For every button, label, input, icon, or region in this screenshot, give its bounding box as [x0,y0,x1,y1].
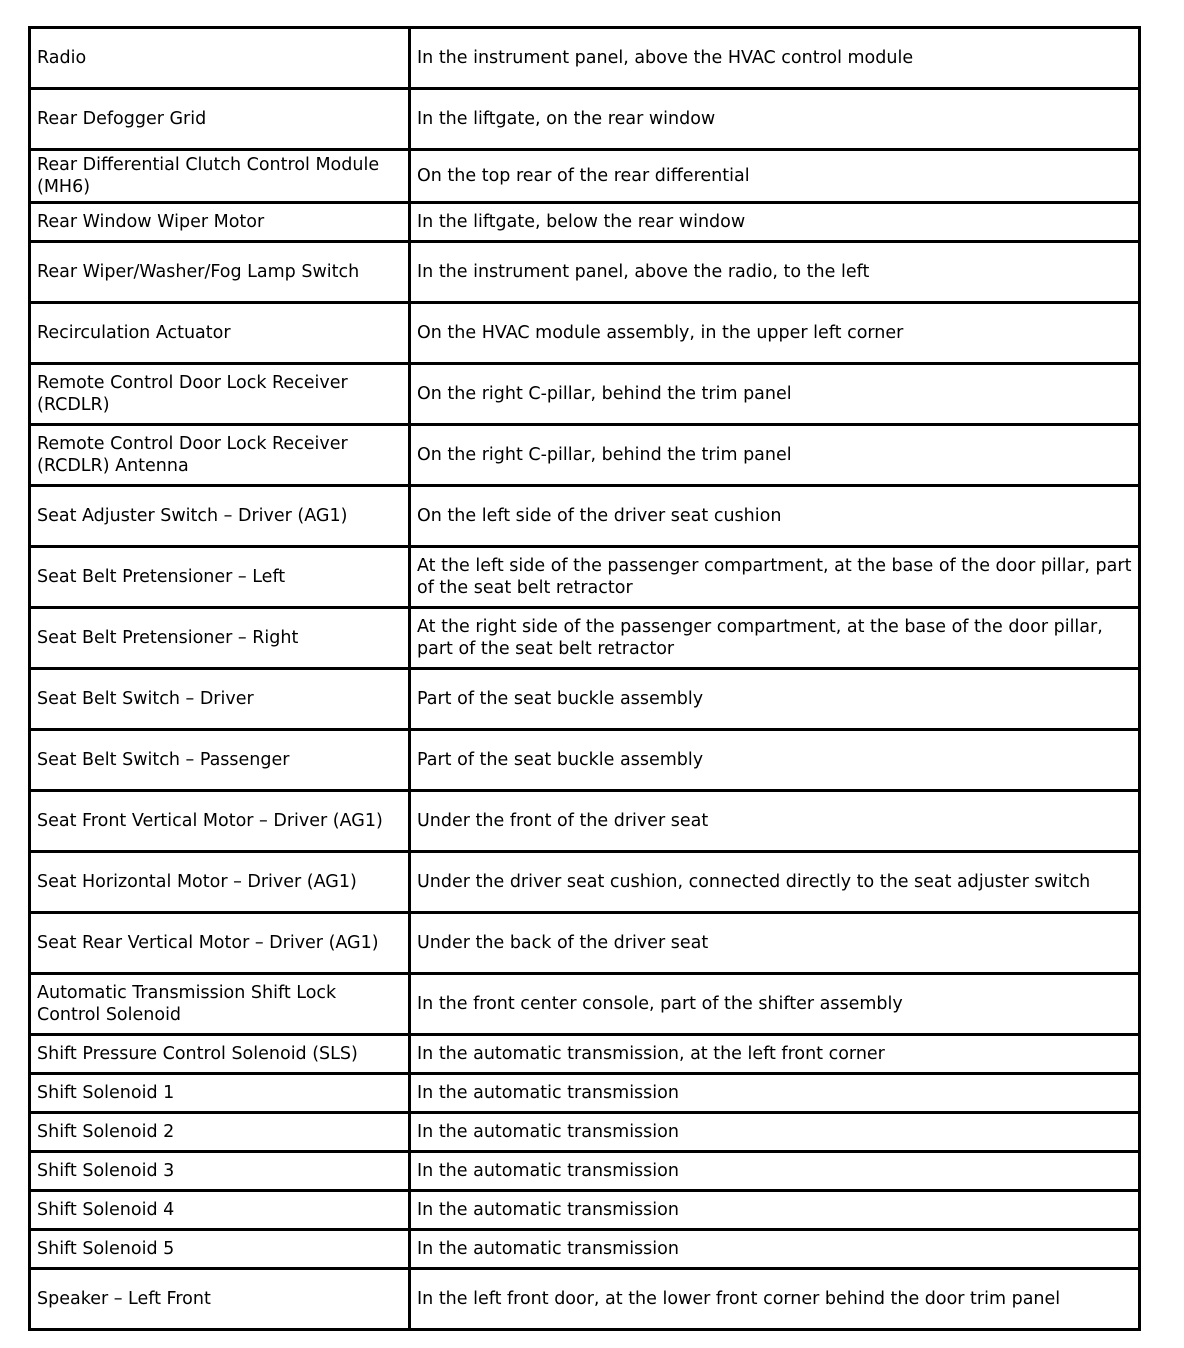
component-cell: Remote Control Door Lock Receiver (RCDLR) [30,364,410,425]
table-row [30,150,1140,203]
table-row [30,303,1140,364]
component-cell: Rear Differential Clutch Control Module (MH6) [30,150,410,203]
table-row [30,1035,1140,1074]
component-cell: Shift Solenoid 4 [30,1191,410,1230]
table-row [30,1230,1140,1269]
location-cell: Under the back of the driver seat [410,913,1140,974]
location-cell: In the automatic transmission [410,1230,1140,1269]
location-cell: On the right C-pillar, behind the trim panel [410,364,1140,425]
location-cell: On the top rear of the rear differential [410,150,1140,203]
location-cell: In the automatic transmission, at the left front corner [410,1035,1140,1074]
component-cell: Seat Belt Switch – Passenger [30,730,410,791]
table-row [30,486,1140,547]
component-cell: Seat Adjuster Switch – Driver (AG1) [30,486,410,547]
table-body [30,28,1140,1330]
table-row [30,28,1140,89]
component-cell: Seat Belt Pretensioner – Left [30,547,410,608]
location-cell: Part of the seat buckle assembly [410,730,1140,791]
component-cell: Shift Solenoid 5 [30,1230,410,1269]
location-cell: In the automatic transmission [410,1191,1140,1230]
table-row [30,974,1140,1035]
component-cell: Recirculation Actuator [30,303,410,364]
location-cell: In the automatic transmission [410,1152,1140,1191]
document-page [28,26,1140,1331]
location-cell: Under the front of the driver seat [410,791,1140,852]
location-cell: In the instrument panel, above the HVAC control module [410,28,1140,89]
location-cell: In the instrument panel, above the radio, to the left [410,242,1140,303]
component-cell: Shift Solenoid 2 [30,1113,410,1152]
table-row [30,1152,1140,1191]
table-row [30,852,1140,913]
table-row [30,608,1140,669]
component-cell: Seat Belt Switch – Driver [30,669,410,730]
table-row [30,89,1140,150]
location-cell: Part of the seat buckle assembly [410,669,1140,730]
table-row [30,1269,1140,1330]
table-row [30,730,1140,791]
table-row [30,1074,1140,1113]
component-cell: Remote Control Door Lock Receiver (RCDLR) Antenna [30,425,410,486]
component-cell: Rear Window Wiper Motor [30,203,410,242]
component-location-table [28,26,1141,1331]
table-row [30,913,1140,974]
component-cell: Seat Rear Vertical Motor – Driver (AG1) [30,913,410,974]
component-cell: Rear Defogger Grid [30,89,410,150]
component-cell: Automatic Transmission Shift Lock Control Solenoid [30,974,410,1035]
location-cell: In the automatic transmission [410,1113,1140,1152]
location-cell: In the automatic transmission [410,1074,1140,1113]
location-cell: On the HVAC module assembly, in the upper left corner [410,303,1140,364]
location-cell: Under the driver seat cushion, connected directly to the seat adjuster switch [410,852,1140,913]
component-cell: Seat Horizontal Motor – Driver (AG1) [30,852,410,913]
table-row [30,242,1140,303]
location-cell: In the left front door, at the lower front corner behind the door trim panel [410,1269,1140,1330]
table-row [30,547,1140,608]
location-cell: At the left side of the passenger compartment, at the base of the door pillar, part of the seat belt retractor [410,547,1140,608]
location-cell: At the right side of the passenger compartment, at the base of the door pillar, part of the seat belt retractor [410,608,1140,669]
component-cell: Shift Solenoid 1 [30,1074,410,1113]
table-row [30,425,1140,486]
component-cell: Speaker – Left Front [30,1269,410,1330]
location-cell: In the front center console, part of the shifter assembly [410,974,1140,1035]
location-cell: In the liftgate, on the rear window [410,89,1140,150]
table-row [30,669,1140,730]
table-row [30,791,1140,852]
location-cell: On the left side of the driver seat cushion [410,486,1140,547]
component-cell: Shift Solenoid 3 [30,1152,410,1191]
component-cell: Seat Front Vertical Motor – Driver (AG1) [30,791,410,852]
location-cell: On the right C-pillar, behind the trim panel [410,425,1140,486]
location-cell: In the liftgate, below the rear window [410,203,1140,242]
component-cell: Radio [30,28,410,89]
table-row [30,1191,1140,1230]
table-row [30,203,1140,242]
component-cell: Shift Pressure Control Solenoid (SLS) [30,1035,410,1074]
table-row [30,364,1140,425]
component-cell: Rear Wiper/Washer/Fog Lamp Switch [30,242,410,303]
component-cell: Seat Belt Pretensioner – Right [30,608,410,669]
table-row [30,1113,1140,1152]
